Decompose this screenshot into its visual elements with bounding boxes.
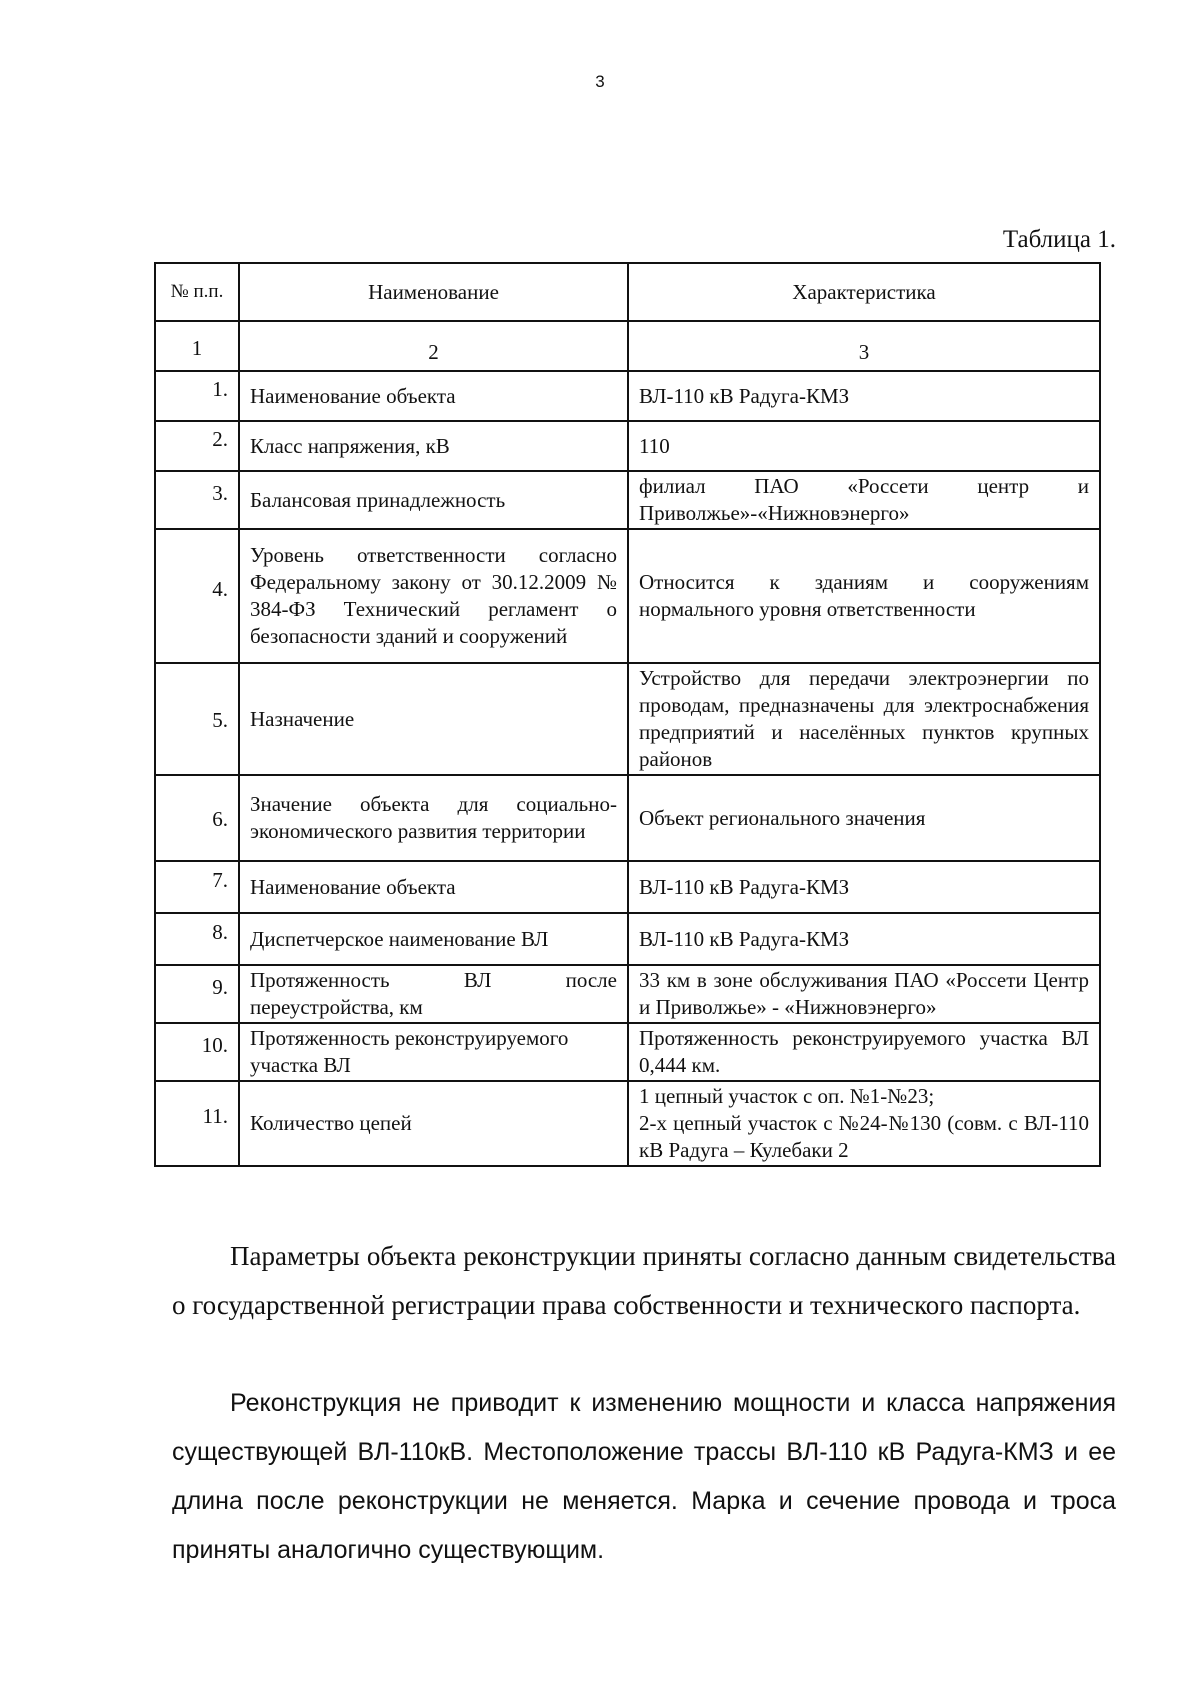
row-characteristic: Объект регионального значения xyxy=(628,775,1100,861)
row-number: 4. xyxy=(155,529,239,663)
table-row xyxy=(155,913,1100,965)
table-header-row xyxy=(155,263,1100,321)
table-row xyxy=(155,861,1100,913)
row-number: 8. xyxy=(155,913,239,965)
row-name: Протяженность ВЛ после переустройства, км xyxy=(239,965,628,1023)
table-row xyxy=(155,471,1100,529)
row-number: 3. xyxy=(155,471,239,529)
specification-table xyxy=(154,262,1101,1167)
row-name: Уровень ответственности согласно Федеральному закону от 30.12.2009 № 384-ФЗ Технический регламент о безопасности зданий и сооружений xyxy=(239,529,628,663)
page-number: 3 xyxy=(595,72,605,91)
table-row xyxy=(155,421,1100,471)
row-name: Наименование объекта xyxy=(239,861,628,913)
row-name: Диспетчерское наименование ВЛ xyxy=(239,913,628,965)
row-characteristic: ВЛ-110 кВ Радуга-КМЗ xyxy=(628,861,1100,913)
row-name: Балансовая принадлежность xyxy=(239,471,628,529)
row-name: Наименование объекта xyxy=(239,371,628,421)
row-characteristic: Относится к зданиям и сооружениям нормального уровня ответственности xyxy=(628,529,1100,663)
header-characteristic: Характеристика xyxy=(628,263,1100,321)
row-name: Протяженность реконструируемого участка ВЛ xyxy=(239,1023,628,1081)
row-characteristic: 33 км в зоне обслуживания ПАО «Россети Центр и Приволжье» - «Нижновэнерго» xyxy=(628,965,1100,1023)
characteristic-line: 2-х цепный участок с №24-№130 (совм. с ВЛ-110 кВ Радуга – Кулебаки 2 xyxy=(639,1111,1089,1162)
header-name: Наименование xyxy=(239,263,628,321)
row-characteristic: 110 xyxy=(628,421,1100,471)
table-row xyxy=(155,371,1100,421)
row-name: Значение объекта для социально-экономического развития территории xyxy=(239,775,628,861)
index-cell: 3 xyxy=(628,321,1100,371)
row-characteristic: филиал ПАО «Россети центр и Приволжье»-«Нижновэнерго» xyxy=(628,471,1100,529)
row-name: Количество цепей xyxy=(239,1081,628,1166)
row-characteristic: ВЛ-110 кВ Радуга-КМЗ xyxy=(628,913,1100,965)
paragraph-text: Реконструкция не приводит к изменению мощности и класса напряжения существующей ВЛ-110кВ. Местоположение трассы ВЛ-110 кВ Радуга-КМЗ и ее длина после реконструкции не меняется. Марка и сечение провода и троса приняты аналогично существующим. xyxy=(172,1389,1116,1564)
table-row xyxy=(155,775,1100,861)
row-number: 5. xyxy=(155,663,239,775)
index-cell: 2 xyxy=(239,321,628,371)
index-cell: 1 xyxy=(155,321,239,371)
table-row xyxy=(155,1023,1100,1081)
table-row xyxy=(155,1081,1100,1166)
table-row xyxy=(155,965,1100,1023)
paragraph-reconstruction xyxy=(172,1379,1116,1575)
row-characteristic: Устройство для передачи электроэнергии по проводам, предназначены для электроснабжения предприятий и населённых пунктов крупных районов xyxy=(628,663,1100,775)
row-number: 1. xyxy=(155,371,239,421)
header-num: № п.п. xyxy=(155,263,239,321)
row-number: 7. xyxy=(155,861,239,913)
table-caption: Таблица 1. xyxy=(1002,226,1116,253)
row-characteristic: Протяженность реконструируемого участка ВЛ 0,444 км. xyxy=(628,1023,1100,1081)
row-number: 2. xyxy=(155,421,239,471)
row-number: 11. xyxy=(155,1081,239,1166)
row-number: 10. xyxy=(155,1023,239,1081)
row-number: 9. xyxy=(155,965,239,1023)
paragraph-text: Параметры объекта реконструкции приняты согласно данным свидетельства о государственной регистрации права собственности и технического паспорта. xyxy=(172,1241,1116,1320)
row-name: Назначение xyxy=(239,663,628,775)
row-name: Класс напряжения, кВ xyxy=(239,421,628,471)
table-row xyxy=(155,663,1100,775)
row-characteristic xyxy=(628,1081,1100,1166)
paragraph-parameters xyxy=(172,1232,1116,1330)
table-row xyxy=(155,529,1100,663)
row-characteristic: ВЛ-110 кВ Радуга-КМЗ xyxy=(628,371,1100,421)
characteristic-line: 1 цепный участок с оп. №1-№23; xyxy=(639,1084,935,1108)
column-index-row xyxy=(155,321,1100,371)
row-number: 6. xyxy=(155,775,239,861)
